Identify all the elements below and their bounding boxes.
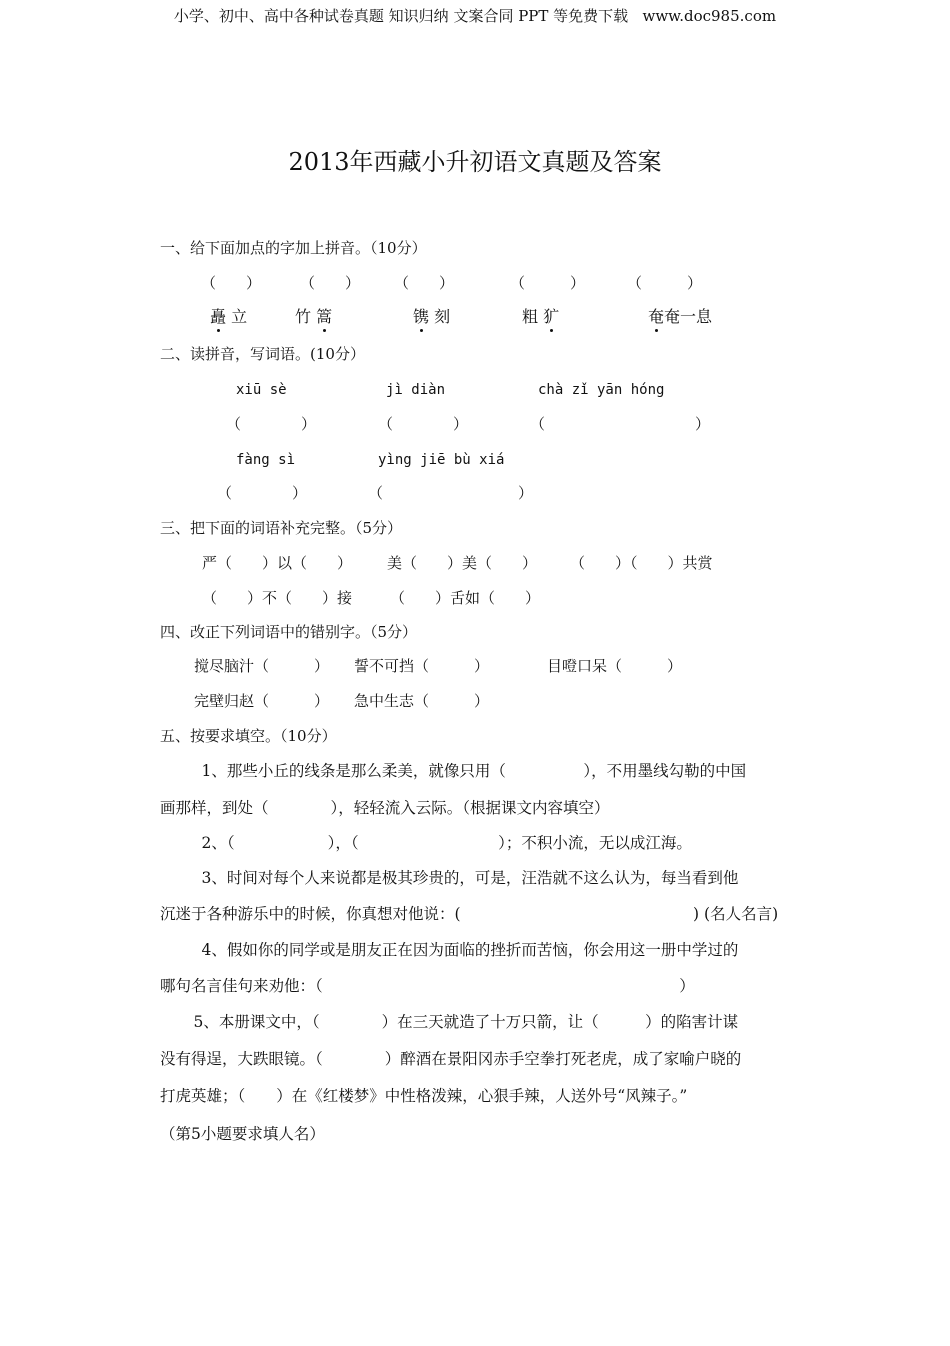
q4-item-3[interactable]: 目噔口呆（ ） [547,657,683,675]
q1-heading: 一、给下面加点的字加上拼音。（10分） [160,239,427,257]
q5-line-5[interactable]: 沉迷于各种游乐中的时候，你真想对他说：( ) (名人名言) [160,905,779,923]
q1-blank-5[interactable]: （ ） [627,274,703,292]
q2-blank-2[interactable]: （ ） [378,415,469,433]
q1-blank-1[interactable]: （ ） [201,274,262,292]
q3-item-5[interactable]: （ ）舌如（ ） [390,589,541,607]
q5-line-2[interactable]: 画那样，到处（ ），轻轻流入云际。（根据课文内容填空） [160,799,610,817]
q2-blank-4[interactable]: （ ） [217,484,308,502]
q4-item-4[interactable]: 完壁归赵（ ） [194,692,330,710]
q2-pinyin-5: yìng jiē bù xiá [378,452,505,468]
q1-word-2: 竹 篙 [295,307,333,326]
q2-pinyin-3: chà zǐ yān hóng [538,382,665,398]
q3-heading: 三、把下面的词语补充完整。（5分） [160,519,403,537]
q1-dot-char-3: 镌 [413,307,430,326]
q2-pinyin-4: fàng sì [236,452,296,468]
q4-item-1[interactable]: 搅尽脑汁（ ） [194,657,330,675]
q5-line-3[interactable]: 2、（ ），（ ）；不积小流，无以成江海。 [186,834,692,852]
q1-dot-char-2: 篙 [316,307,333,326]
q3-item-1[interactable]: 严（ ）以（ ） [202,554,353,572]
q1-blank-3[interactable]: （ ） [394,274,455,292]
q2-pinyin-1: xiū sè [236,382,287,398]
q1-word-5: 奄奄一息 [648,307,713,326]
q1-dot-char-4: 犷 [543,307,560,326]
q1-blank-4[interactable]: （ ） [510,274,586,292]
q3-item-3[interactable]: （ ）（ ）共赏 [570,554,713,572]
q5-line-10[interactable]: 打虎英雄；（ ）在《红楼梦》中性格泼辣，心狠手辣，人送外号“风辣子。” [160,1087,688,1105]
q5-line-9[interactable]: 没有得逞，大跌眼镜。（ ）醉酒在景阳冈赤手空拳打死老虎，成了家喻户晓的 [160,1050,742,1068]
q1-word-1: 矗 立 [210,307,248,326]
q1-dot-char-1: 矗 [210,307,227,326]
q5-heading: 五、按要求填空。（10分） [160,727,337,745]
q1-dot-char-5: 奄 [648,307,665,326]
q2-heading: 二、读拼音，写词语。(10分） [160,345,365,363]
q5-line-1[interactable]: 1、那些小丘的线条是那么柔美，就像只用（ ），不用墨线勾勒的中国 [186,762,747,780]
q5-line-4: 3、时间对每个人来说都是极其珍贵的，可是，汪浩就不这么认为，每当看到他 [186,869,739,887]
q5-line-8[interactable]: 5、本册课文中，（ ）在三天就造了十万只箭，让（ ）的陷害计谋 [178,1013,739,1031]
q5-line-6: 4、假如你的同学或是朋友正在因为面临的挫折而苦恼，你会用这一册中学过的 [186,941,739,959]
q5-line-7[interactable]: 哪句名言佳句来劝他：（ ） [160,977,695,995]
q1-word-4: 粗 犷 [522,307,560,326]
page-header: 小学、初中、高中各种试卷真题 知识归纳 文案合同 PPT 等免费下载 www.doc985.com [173,7,777,25]
q3-item-2[interactable]: 美（ ）美（ ） [387,554,538,572]
q1-blank-2[interactable]: （ ） [300,274,361,292]
page-title: 2013年西藏小升初语文真题及答案 [288,148,662,176]
q4-item-2[interactable]: 誓不可挡（ ） [354,657,490,675]
q2-blank-5[interactable]: （ ） [368,484,534,502]
q3-item-4[interactable]: （ ）不（ ）接 [202,589,353,607]
q2-blank-3[interactable]: （ ） [530,415,711,433]
q4-heading: 四、改正下列词语中的错别字。（5分） [160,623,418,641]
q2-pinyin-2: jì diàn [386,382,446,398]
q4-item-5[interactable]: 急中生志（ ） [354,692,490,710]
q2-blank-1[interactable]: （ ） [226,415,317,433]
q5-line-11: （第5小题要求填人名） [160,1125,325,1143]
q1-word-3: 镌 刻 [413,307,451,326]
